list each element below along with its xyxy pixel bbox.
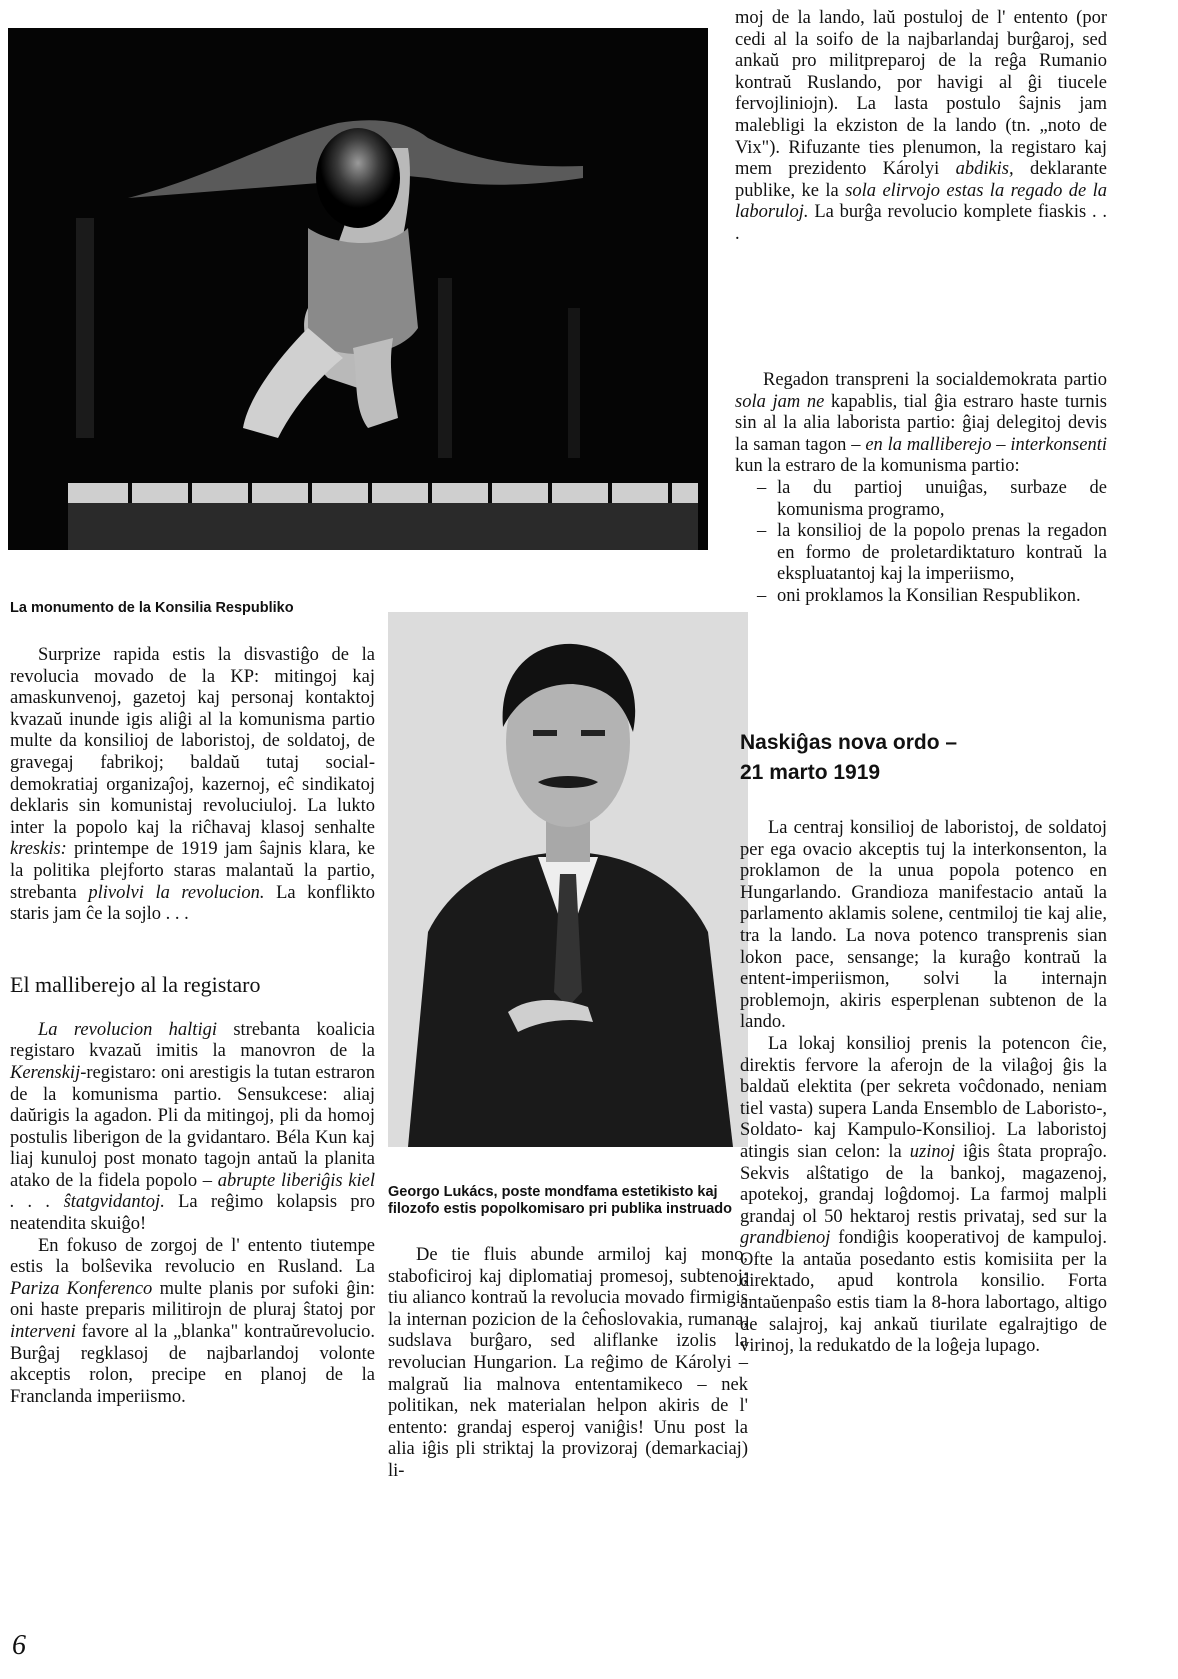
- section-heading-malliberejo: El malliberejo al la registaro: [10, 971, 261, 997]
- monument-image: [8, 28, 708, 550]
- monument-caption: La monumento de la Konsilia Respubliko: [10, 600, 294, 616]
- agreement-terms-list: [735, 478, 1107, 608]
- lukacs-portrait: [388, 612, 748, 1147]
- page-number: 6: [12, 1630, 26, 1661]
- lukacs-caption: Georgo Lukács, poste mondfama estetikisto kaj filozofo estis popolkomisaro pri publika instruado: [388, 1184, 732, 1217]
- section-heading-nova-ordo: [740, 728, 1100, 788]
- left-paragraph-1: Surprize rapida estis la disvastiĝo de la revolucia movado de la KP: mitingoj kaj amaskunvenoj, gazetoj kaj personaj kontaktoj kvazaŭ inunde igis aliĝi al la komunisma partio multe da konsilioj de laboristoj, de soldatoj, de gravegaj fabrikoj; baldaŭ tutaj social-demokratiaj organizaĵoj, kazernoj, eĉ sindikatoj deklaris sin komunistaj revoluciuloj. La lukto inter la popolo kaj la riĉhavaj klasoj senhalte kreskis: printempe de 1919 jam ŝajnis klara, ke la politika plejforto staras malantaŭ la partio, strebanta plivolvi la revolucion. La konflikto staris jam ĉe la sojlo . . .: [10, 645, 376, 925]
- right-paragraph-2: Regadon transpreni la socialdemokrata partio sola jam ne kapablis, tial ĝia estraro haste turnis sin al la alia laborista partio: ĝiaj delegitoj devis la saman tagon – en la malliberejo – interkonsenti kun la estraro de la komunisma partio:: [735, 370, 1108, 477]
- agreement-term: – la konsilioj de la popolo prenas la regadon en formo de proletardiktaturo kontraŭ la ekspluatantoj kaj la imperiismo,: [757, 521, 1107, 585]
- right-paragraph-1: moj de la lando, laŭ postuloj de l' entento (por cedi al la soifo de la najbarlandaj burĝaroj, sed ankaŭ pro militpreparoj de la reĝa Rumanio kontraŭ Ruslando, por havigi al ĝi tiucele fervojliniojn). La lasta postulo ŝajnis jam malebligi la ekziston de la lando (tn. „noto de Vix"). Rifuzante ties plenumon, la registaro kaj mem prezidento Károlyi abdikis, deklarante publike, ke la sola elirvojo estas la regado de la laboruloj. La burĝa revolucio komplete fiaskis . . .: [735, 8, 1108, 244]
- agreement-term: – la du partioj unuiĝas, surbaze de komunisma programo,: [757, 477, 1107, 520]
- middle-paragraph-1: De tie fluis abunde armiloj kaj mono, staboficiroj kaj diplomatiaj promesoj, subtenoj; tiu alianco kontraŭ la revolucia movado firmigis la internan pozicion de la ĉeĥoslovakia, rumana, sudslava burĝaro, sed aliflanke izolis la revolucian Hungarion. La reĝimo de Károlyi – malgraŭ lia malnova ententamikeco – nek politikan, nek materialan helpon akiris de l' entento: grandaj esperoj vaniĝis! Unu post la alia iĝis pli striktaj la provizoraj (demarkaciaj) li-: [388, 1245, 748, 1481]
- monument-photo: [8, 28, 708, 550]
- heading-line-1: Naskiĝas nova ordo –: [740, 731, 958, 754]
- left-paragraph-3: En fokuso de zorgoj de l' entento tiutempe estis la bolŝevika revolucio en Rusland. La Pariza Konferenco multe planis por sufoki ĝin: oni haste preparis militirojn de pluraj ŝtatoj por interveni favore al la „blanka" kontraŭrevolucio. Burĝaj regklasoj de najbarlandoj volonte akceptis rolon, precipe en planoj de la Franclanda imperiismo.: [10, 1235, 376, 1407]
- heading-line-2: 21 marto 1919: [740, 761, 881, 784]
- right-column-middle: [735, 370, 1107, 608]
- right-column-bottom: [740, 818, 1107, 1358]
- lukacs-image: [388, 612, 748, 1147]
- left-paragraph-2: La revolucion haltigi strebanta koalicia registaro kvazaŭ imitis la manovron de la Kerenskij-registaro: oni arestigis la tutan estraron de la komunisma partio. Sensukcese: aliaj daŭrigis la agadon. Pli da mitingoj, pli da homoj postulis liberigon de la gvidantaro. Béla Kun kaj liaj kunuloj post monato tagojn antaŭ la planita atako de la fidela popolo – abrupte liberiĝis kiel . . . ŝtatgvidantoj. La reĝimo kolapsis pro neatendita skuiĝo!: [10, 1019, 376, 1235]
- right-paragraph-3: La centraj konsilioj de laboristoj, de soldatoj per ega ovacio akceptis tuj la interkonsenton, la proklamon de la unua popola potenco en Hungarlando. Grandioza manifestacio antaŭ la parlamento aklamis solene, centmiloj tie kaj alie, tra la lando. La nova potenco transprenis sian lokon pace, sensange; la kuraĝo kontraŭ la entent-imperiismon, solvi la internajn problemojn, akiris esperplenan subtenon de la lando.: [740, 818, 1107, 1033]
- right-paragraph-4: La lokaj konsilioj prenis la potencon ĉie, direktis fervore la aferojn de la vilaĝoj ĝis la baldaŭ elektita (per sekreta voĉdonado, neniam tiel vasta) supera Landa Ensemblo de Laboristo-, Soldato- kaj Kampulo-Konsilioj. La laboristoj atingis sian celon: la uzinoj iĝis ŝtata propraĵo. Sekvis alŝtatigo de la bankoj, magazenoj, apotekoj, grandaj loĝdomoj. La farmoj malpli grandaj ol 50 hektaroj restis privataj, sed sur la grandbienoj fondiĝis kooperativoj de kampuloj. Ofte la antaŭa posedanto estis komisiita per la direktado, apud kontrola konsilio. Forta antaŭenpaŝo estis tiam la 8-hora labortago, altigo de salajroj, kaj ankaŭ tiurilate egalrajtigo de virinoj, la redukatdo de la loĝeja lupago.: [740, 1033, 1108, 1357]
- middle-column: [388, 1245, 748, 1483]
- right-column-top: [735, 8, 1107, 246]
- agreement-term: – oni proklamos la Konsilian Respublikon.: [757, 585, 1081, 606]
- left-column: [10, 645, 375, 1408]
